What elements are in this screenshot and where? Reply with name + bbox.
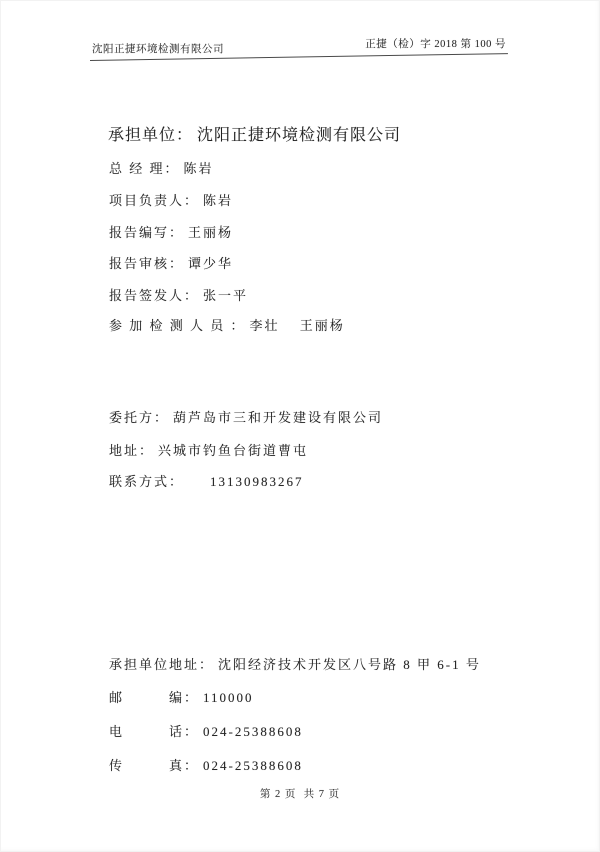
field-value: 024-25388608 bbox=[203, 724, 303, 739]
field-value: 024-25388608 bbox=[203, 758, 303, 773]
page-number-indicator: 第 2 页 共 7 页 bbox=[259, 789, 341, 800]
field-value: 沈阳正捷环境检测有限公司 bbox=[197, 127, 402, 144]
field-label: 承担单位地址： bbox=[109, 657, 215, 672]
field-client-phone bbox=[88, 462, 304, 501]
field-label: 项目负责人： bbox=[109, 193, 200, 208]
field-value: 陈岩 bbox=[203, 193, 234, 208]
field-value: 110000 bbox=[203, 690, 254, 705]
header-doc-number: 正捷（检）字 2018 第 100 号 bbox=[365, 39, 506, 50]
field-label: 报告编写： bbox=[109, 225, 185, 240]
field-label: 参 加 检 测 人 员 ： bbox=[109, 318, 246, 333]
field-label: 总 经 理： bbox=[109, 161, 180, 176]
field-value: 陈岩 bbox=[183, 161, 214, 176]
field-value: 张一平 bbox=[203, 288, 249, 303]
field-value: 沈阳经济技术开发区八号路 8 甲 6-1 号 bbox=[218, 657, 481, 672]
field-label: 承担单位： bbox=[108, 127, 194, 144]
field-fax bbox=[88, 746, 303, 785]
field-value: 葫芦岛市三和开发建设有限公司 bbox=[173, 410, 384, 425]
field-value: 谭少华 bbox=[188, 256, 234, 271]
field-label: 报告签发人： bbox=[109, 288, 200, 303]
field-value: 李壮 王丽杨 bbox=[249, 318, 345, 333]
field-label: 电 话： bbox=[109, 724, 200, 739]
header-company-name: 沈阳正捷环境检测有限公司 bbox=[92, 44, 224, 55]
field-value: 王丽杨 bbox=[188, 225, 234, 240]
field-label: 报告审核： bbox=[109, 256, 185, 271]
field-label: 传 真： bbox=[109, 758, 200, 773]
field-test-participants bbox=[88, 306, 345, 345]
field-value: 13130983267 bbox=[210, 474, 304, 489]
field-label: 委托方： bbox=[109, 410, 170, 425]
field-value: 兴城市钓鱼台街道曹屯 bbox=[158, 443, 309, 458]
field-label: 邮 编： bbox=[109, 690, 200, 705]
field-label: 地址： bbox=[109, 443, 155, 458]
field-label: 联系方式： bbox=[109, 474, 185, 489]
